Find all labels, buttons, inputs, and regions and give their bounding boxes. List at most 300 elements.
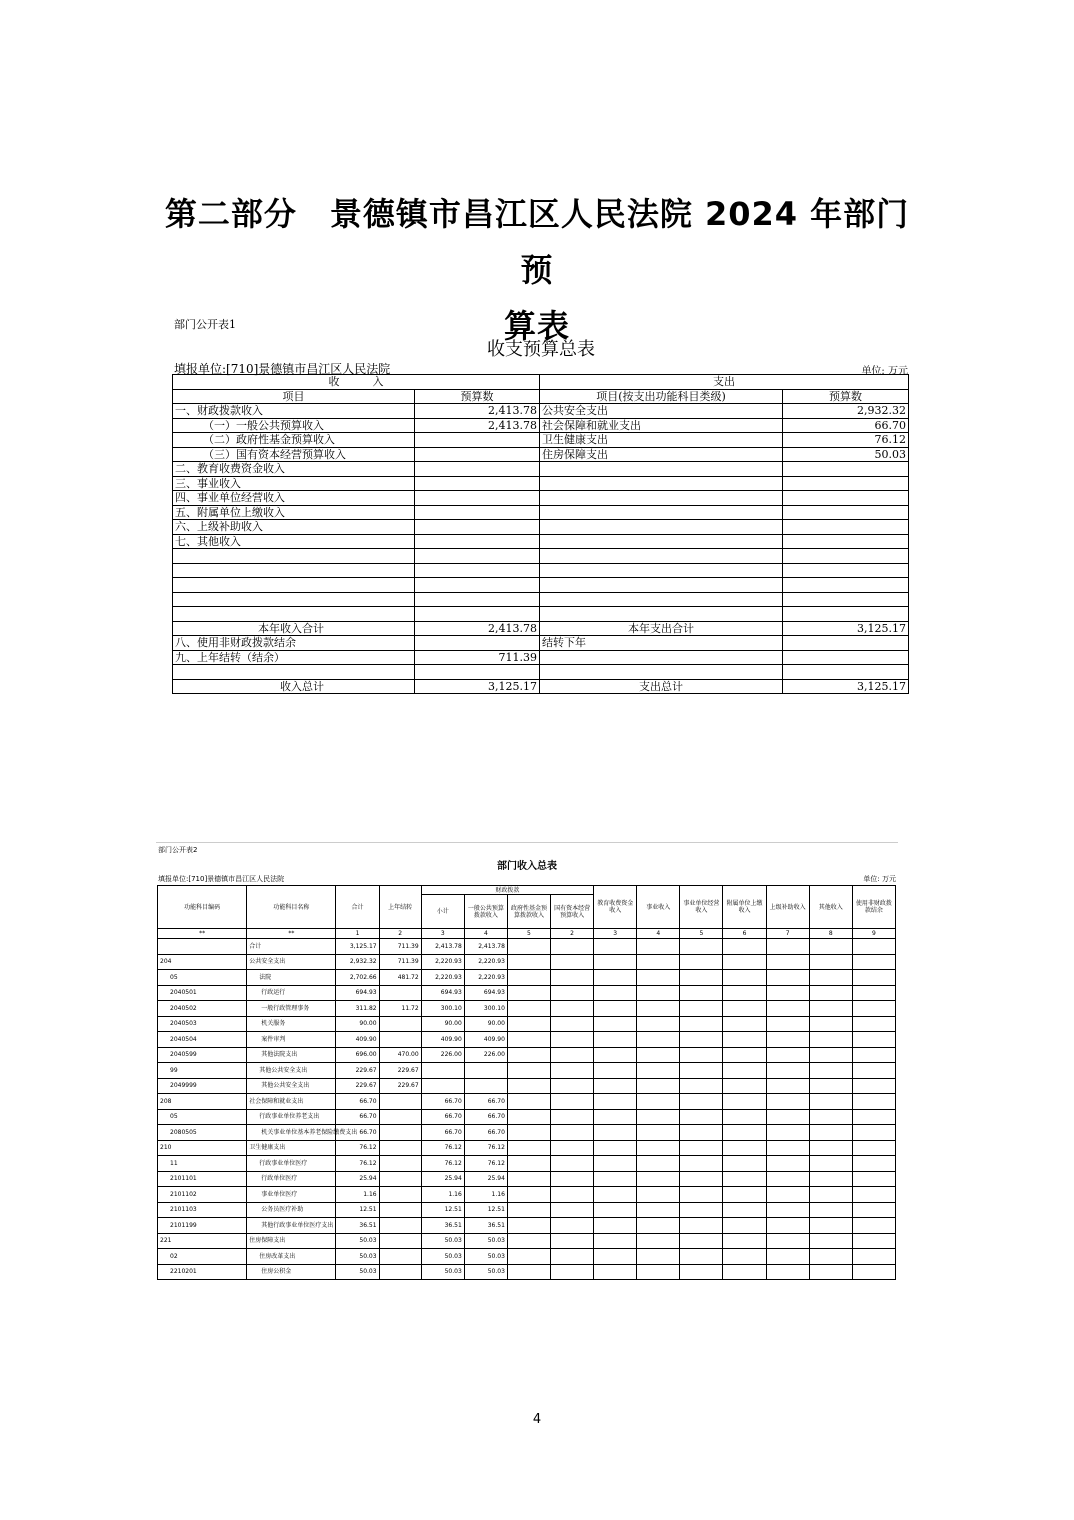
grand-income-value: 3,125.17 (415, 679, 540, 694)
row-name: 其他公共安全支出 (247, 1078, 336, 1094)
row-carry (379, 1109, 421, 1125)
empty-cell (594, 1171, 637, 1187)
row-subtotal: 90.00 (421, 1016, 464, 1032)
row-carry: 470.00 (379, 1047, 421, 1063)
empty-cell (507, 1202, 550, 1218)
empty-cell (809, 1032, 852, 1048)
table1-row (173, 433, 909, 448)
income-item: 五、附属单位上缴收入 (173, 505, 415, 520)
empty-cell (809, 1047, 852, 1063)
row-name: 公务员医疗补助 (247, 1202, 336, 1218)
grand-expense-value: 3,125.17 (783, 679, 909, 694)
empty-cell (766, 1202, 809, 1218)
page-number: 4 (532, 1412, 542, 1427)
empty-cell (637, 1249, 680, 1265)
expense-item (540, 491, 783, 506)
table1-row (173, 520, 909, 535)
empty-cell (594, 1233, 637, 1249)
income-value (415, 505, 540, 520)
table1-empty-row (173, 563, 909, 578)
page-title-line1: 第二部分 景德镇市昌江区人民法院 2024 年部门预 (164, 195, 910, 289)
empty-cell (551, 1125, 594, 1141)
empty-cell (540, 592, 783, 607)
index-cell: 2 (551, 929, 594, 939)
empty-cell (507, 985, 550, 1001)
empty-cell (551, 1063, 594, 1079)
hdr-total: 合计 (336, 886, 379, 929)
empty-cell (551, 1249, 594, 1265)
empty-cell (783, 549, 909, 564)
empty-cell (783, 665, 909, 680)
empty-cell (594, 1140, 637, 1156)
index-cell: 5 (680, 929, 723, 939)
empty-cell (594, 1109, 637, 1125)
empty-cell (809, 1249, 852, 1265)
empty-cell (507, 1187, 550, 1203)
empty-cell (173, 592, 415, 607)
empty-cell (507, 1233, 550, 1249)
table1-empty-row (173, 549, 909, 564)
row-code: 99 (158, 1063, 247, 1079)
row-carry: 711.39 (379, 939, 421, 955)
table1-row (173, 650, 909, 665)
row-carry: 481.72 (379, 970, 421, 986)
row-subtotal: 409.90 (421, 1032, 464, 1048)
empty-cell (637, 970, 680, 986)
empty-cell (680, 1156, 723, 1172)
empty-cell (809, 1078, 852, 1094)
row-carry (379, 1125, 421, 1141)
row-total: 409.90 (336, 1032, 379, 1048)
row-total: 696.00 (336, 1047, 379, 1063)
expense-value: 66.70 (783, 418, 909, 433)
empty-cell (809, 1171, 852, 1187)
row-general: 409.90 (464, 1032, 507, 1048)
empty-cell (507, 1047, 550, 1063)
table2-filing-unit: 填报单位:[710]景德镇市昌江区人民法院 (158, 875, 285, 883)
row-total: 2,932.32 (336, 954, 379, 970)
row-subtotal: 36.51 (421, 1218, 464, 1234)
empty-cell (783, 592, 909, 607)
row-subtotal: 50.03 (421, 1264, 464, 1280)
row-code: 2040504 (158, 1032, 247, 1048)
empty-cell (852, 1063, 895, 1079)
row-carry (379, 1202, 421, 1218)
table2-row (158, 1171, 896, 1187)
empty-cell (809, 1264, 852, 1280)
empty-cell (551, 1047, 594, 1063)
table1-row (173, 636, 909, 651)
empty-cell (415, 578, 540, 593)
row-total: 36.51 (336, 1218, 379, 1234)
empty-cell (766, 939, 809, 955)
nonfiscal-surplus-label: 八、使用非财政拨款结余 (173, 636, 415, 651)
income-total-value: 2,413.78 (415, 621, 540, 636)
row-carry (379, 1218, 421, 1234)
empty-cell (680, 1063, 723, 1079)
empty-cell (551, 1202, 594, 1218)
row-name: 其他行政事业单位医疗支出 (247, 1218, 336, 1234)
index-cell: ** (247, 929, 336, 939)
row-code: 05 (158, 1109, 247, 1125)
divider (156, 842, 898, 843)
empty-cell (766, 1094, 809, 1110)
empty-cell (637, 1063, 680, 1079)
empty-cell (852, 954, 895, 970)
income-value: 2,413.78 (415, 418, 540, 433)
table1-empty-row (173, 592, 909, 607)
empty-cell (551, 954, 594, 970)
empty-cell (852, 1156, 895, 1172)
row-name: 公共安全支出 (247, 954, 336, 970)
empty-cell (680, 985, 723, 1001)
income-item: 二、教育收费资金收入 (173, 462, 415, 477)
empty-cell (507, 1140, 550, 1156)
empty-cell (723, 1078, 766, 1094)
empty-cell (723, 1140, 766, 1156)
empty-cell (551, 1109, 594, 1125)
empty-cell (551, 1078, 594, 1094)
row-name: 机关服务 (247, 1016, 336, 1032)
row-code: 2040503 (158, 1016, 247, 1032)
row-total: 311.82 (336, 1001, 379, 1017)
row-total: 2,702.66 (336, 970, 379, 986)
row-code: 2040599 (158, 1047, 247, 1063)
row-general: 76.12 (464, 1156, 507, 1172)
table1-row (173, 505, 909, 520)
row-name: 法院 (247, 970, 336, 986)
row-subtotal: 25.94 (421, 1171, 464, 1187)
empty-cell (783, 607, 909, 622)
empty-cell (680, 1264, 723, 1280)
empty-cell (852, 985, 895, 1001)
empty-cell (173, 563, 415, 578)
empty-cell (766, 1171, 809, 1187)
row-general: 76.12 (464, 1140, 507, 1156)
hdr-superior: 上级补助收入 (766, 886, 809, 929)
index-cell: 2 (379, 929, 421, 939)
empty-cell (723, 1063, 766, 1079)
row-subtotal: 66.70 (421, 1125, 464, 1141)
row-general: 50.03 (464, 1264, 507, 1280)
empty-cell (540, 650, 783, 665)
empty-cell (507, 1094, 550, 1110)
row-subtotal: 300.10 (421, 1001, 464, 1017)
expense-value (783, 476, 909, 491)
row-total: 12.51 (336, 1202, 379, 1218)
empty-cell (809, 985, 852, 1001)
empty-cell (540, 549, 783, 564)
row-general: 66.70 (464, 1094, 507, 1110)
empty-cell (637, 1125, 680, 1141)
empty-cell (766, 985, 809, 1001)
table2-index-row (158, 929, 896, 939)
empty-cell (680, 970, 723, 986)
row-carry: 711.39 (379, 954, 421, 970)
empty-cell (809, 970, 852, 986)
empty-cell (594, 1156, 637, 1172)
row-total: 76.12 (336, 1140, 379, 1156)
empty-cell (637, 1140, 680, 1156)
empty-cell (766, 1218, 809, 1234)
row-carry: 11.72 (379, 1001, 421, 1017)
empty-cell (809, 1187, 852, 1203)
empty-cell (723, 1218, 766, 1234)
empty-cell (551, 1171, 594, 1187)
empty-cell (723, 1156, 766, 1172)
empty-cell (852, 1109, 895, 1125)
table2-row (158, 939, 896, 955)
empty-cell (507, 1249, 550, 1265)
income-value: 2,413.78 (415, 404, 540, 419)
empty-cell (852, 1125, 895, 1141)
expense-item (540, 520, 783, 535)
department-income-table (157, 885, 896, 1280)
row-code: 210 (158, 1140, 247, 1156)
row-name: 社会保障和就业支出 (247, 1094, 336, 1110)
expense-group-header: 支出 (540, 375, 909, 390)
empty-cell (723, 970, 766, 986)
empty-cell (637, 1171, 680, 1187)
row-subtotal: 50.03 (421, 1249, 464, 1265)
row-general (464, 1063, 507, 1079)
empty-cell (637, 1078, 680, 1094)
empty-cell (415, 549, 540, 564)
empty-cell (809, 1156, 852, 1172)
table2-row (158, 1140, 896, 1156)
row-name: 其他公共安全支出 (247, 1063, 336, 1079)
empty-cell (540, 578, 783, 593)
income-value (415, 433, 540, 448)
empty-cell (852, 1171, 895, 1187)
empty-cell (723, 985, 766, 1001)
empty-cell (680, 1125, 723, 1141)
row-name: 卫生健康支出 (247, 1140, 336, 1156)
empty-cell (637, 954, 680, 970)
empty-cell (637, 1264, 680, 1280)
income-item: （一）一般公共预算收入 (173, 418, 415, 433)
row-name: 合计 (247, 939, 336, 955)
row-subtotal: 66.70 (421, 1109, 464, 1125)
empty-cell (594, 1001, 637, 1017)
empty-cell (723, 1047, 766, 1063)
row-total: 25.94 (336, 1171, 379, 1187)
empty-cell (723, 1233, 766, 1249)
empty-cell (415, 563, 540, 578)
hdr-subtotal: 小计 (421, 895, 464, 929)
empty-cell (594, 954, 637, 970)
row-code: 2080505 (158, 1125, 247, 1141)
table2-form-id: 部门公开表2 (158, 846, 198, 854)
empty-cell (551, 1032, 594, 1048)
row-subtotal: 1.16 (421, 1187, 464, 1203)
col-income-item: 项目 (173, 389, 415, 404)
row-code: 05 (158, 970, 247, 986)
expense-item (540, 476, 783, 491)
empty-cell (680, 1032, 723, 1048)
table2-header-row1 (158, 886, 896, 895)
empty-cell (173, 665, 415, 680)
hdr-capital: 国有资本经营预算收入 (551, 895, 594, 929)
row-subtotal: 2,413.78 (421, 939, 464, 955)
empty-cell (723, 1001, 766, 1017)
table1-row (173, 447, 909, 462)
hdr-business: 事业收入 (637, 886, 680, 929)
empty-cell (852, 1264, 895, 1280)
empty-cell (415, 607, 540, 622)
row-total: 90.00 (336, 1016, 379, 1032)
row-code: 2049999 (158, 1078, 247, 1094)
income-value (415, 476, 540, 491)
empty-cell (637, 1109, 680, 1125)
income-item: 三、事业收入 (173, 476, 415, 491)
row-carry (379, 985, 421, 1001)
row-general: 90.00 (464, 1016, 507, 1032)
row-code: 2101101 (158, 1171, 247, 1187)
empty-cell (173, 607, 415, 622)
empty-cell (809, 1094, 852, 1110)
row-total: 50.03 (336, 1233, 379, 1249)
page-title-line2: 算表 (503, 307, 570, 345)
hdr-edu: 教育收费资金收入 (594, 886, 637, 929)
table1-row (173, 462, 909, 477)
row-general (464, 1078, 507, 1094)
empty-cell (809, 1140, 852, 1156)
empty-cell (594, 970, 637, 986)
index-cell: 5 (507, 929, 550, 939)
empty-cell (637, 1094, 680, 1110)
expense-item: 公共安全支出 (540, 404, 783, 419)
empty-cell (809, 939, 852, 955)
expense-item: 住房保障支出 (540, 447, 783, 462)
row-total: 66.70 (336, 1109, 379, 1125)
row-code: 2040501 (158, 985, 247, 1001)
col-expense-budget: 预算数 (783, 389, 909, 404)
row-name: 事业单位医疗 (247, 1187, 336, 1203)
table1-filing-unit: 填报单位:[710]景德镇市昌江区人民法院 (174, 362, 391, 376)
hdr-affiliated: 附属单位上缴收入 (723, 886, 766, 929)
row-general: 25.94 (464, 1171, 507, 1187)
income-item: （三）国有资本经营预算收入 (173, 447, 415, 462)
empty-cell (809, 1202, 852, 1218)
row-subtotal (421, 1063, 464, 1079)
empty-cell (766, 1109, 809, 1125)
row-carry (379, 1264, 421, 1280)
empty-cell (723, 1125, 766, 1141)
expense-value: 76.12 (783, 433, 909, 448)
empty-cell (723, 1032, 766, 1048)
index-cell: 1 (336, 929, 379, 939)
empty-cell (852, 1140, 895, 1156)
empty-cell (540, 607, 783, 622)
row-carry (379, 1187, 421, 1203)
row-carry (379, 1094, 421, 1110)
empty-cell (766, 1032, 809, 1048)
empty-cell (766, 1249, 809, 1265)
empty-cell (783, 650, 909, 665)
row-general: 36.51 (464, 1218, 507, 1234)
empty-cell (723, 1187, 766, 1203)
col-expense-item: 项目(按支出功能科目类级) (540, 389, 783, 404)
empty-cell (594, 1016, 637, 1032)
row-subtotal: 76.12 (421, 1156, 464, 1172)
expense-total-label: 本年支出合计 (540, 621, 783, 636)
table2-row (158, 1109, 896, 1125)
income-value (415, 491, 540, 506)
empty-cell (852, 1218, 895, 1234)
empty-cell (507, 1032, 550, 1048)
table2-row (158, 1233, 896, 1249)
row-subtotal: 2,220.93 (421, 954, 464, 970)
empty-cell (507, 1125, 550, 1141)
hdr-nonfiscal: 使用非财政拨款结余 (852, 886, 895, 929)
table2-unit: 单位: 万元 (863, 875, 896, 883)
empty-cell (594, 1202, 637, 1218)
income-total-label: 本年收入合计 (173, 621, 415, 636)
empty-cell (852, 1249, 895, 1265)
row-code: 02 (158, 1249, 247, 1265)
row-code: 2101103 (158, 1202, 247, 1218)
page-title (150, 186, 924, 354)
empty-cell (637, 1001, 680, 1017)
row-code: 208 (158, 1094, 247, 1110)
table1-column-header (173, 389, 909, 404)
empty-cell (637, 1202, 680, 1218)
empty-cell (766, 1187, 809, 1203)
expense-value: 2,932.32 (783, 404, 909, 419)
table2-row (158, 1156, 896, 1172)
empty-cell (680, 1094, 723, 1110)
empty-cell (680, 1016, 723, 1032)
row-general: 2,413.78 (464, 939, 507, 955)
empty-cell (507, 1016, 550, 1032)
empty-cell (551, 985, 594, 1001)
table1-title: 收支预算总表 (487, 339, 595, 360)
table2-row (158, 970, 896, 986)
expense-item (540, 534, 783, 549)
empty-cell (680, 1171, 723, 1187)
income-value (415, 520, 540, 535)
empty-cell (723, 1202, 766, 1218)
empty-cell (594, 1094, 637, 1110)
empty-cell (723, 939, 766, 955)
table2-row (158, 1187, 896, 1203)
row-subtotal: 694.93 (421, 985, 464, 1001)
empty-cell (680, 1001, 723, 1017)
table1-form-id: 部门公开表1 (174, 318, 236, 331)
row-total: 694.93 (336, 985, 379, 1001)
empty-cell (507, 939, 550, 955)
prior-carry-value: 711.39 (415, 650, 540, 665)
empty-cell (637, 1047, 680, 1063)
empty-cell (173, 549, 415, 564)
expense-total-value: 3,125.17 (783, 621, 909, 636)
expense-item: 社会保障和就业支出 (540, 418, 783, 433)
row-subtotal: 12.51 (421, 1202, 464, 1218)
index-cell: 4 (464, 929, 507, 939)
empty-cell (766, 1078, 809, 1094)
row-general: 12.51 (464, 1202, 507, 1218)
nonfiscal-surplus-value (415, 636, 540, 651)
row-total: 66.70 (336, 1125, 379, 1141)
empty-cell (551, 1218, 594, 1234)
empty-cell (723, 1171, 766, 1187)
hdr-operating: 事业单位经营收入 (680, 886, 723, 929)
empty-cell (594, 939, 637, 955)
table2-row (158, 1078, 896, 1094)
table2-row (158, 985, 896, 1001)
empty-cell (852, 1187, 895, 1203)
